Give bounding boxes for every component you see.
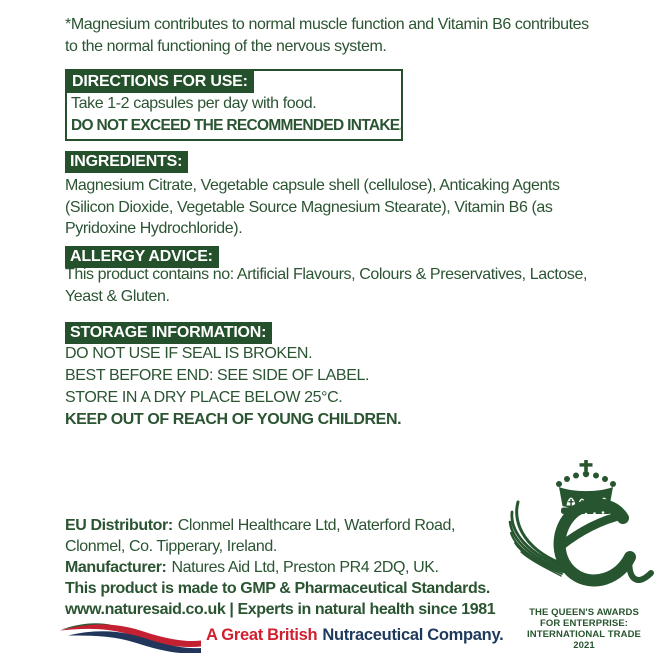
claim-line-1: *Magnesium contributes to normal muscle function and Vitamin B6 contributes bbox=[65, 16, 589, 33]
ingredients-line-2: (Silicon Dioxide, Vegetable Source Magnesium Stearate), Vitamin B6 (as bbox=[65, 198, 553, 216]
company-strapline-highlight: A Great British bbox=[206, 626, 318, 644]
award-caption-line-3: INTERNATIONAL TRADE bbox=[527, 629, 641, 640]
ingredients-line-3: Pyridoxine Hydrochloride). bbox=[65, 220, 243, 237]
company-strapline bbox=[206, 626, 503, 645]
storage-line-children: KEEP OUT OF REACH OF YOUNG CHILDREN. bbox=[65, 411, 402, 428]
ingredients-line-1: Magnesium Citrate, Vegetable capsule shell (cellulose), Anticaking Agents bbox=[65, 177, 560, 194]
eu-distributor-value: Clonmel Healthcare Ltd, Waterford Road, bbox=[177, 517, 456, 534]
award-caption-line-2: FOR ENTERPRISE: bbox=[539, 618, 629, 629]
eu-distributor-line bbox=[65, 515, 495, 536]
manufacturer-line bbox=[65, 557, 495, 578]
directions-warning: DO NOT EXCEED THE RECOMMENDED INTAKE. bbox=[71, 116, 404, 134]
allergy-header: ALLERGY ADVICE: bbox=[65, 246, 219, 268]
storage-line-seal: DO NOT USE IF SEAL IS BROKEN. bbox=[65, 345, 313, 362]
website-line: www.naturesaid.co.uk | Experts in natural health since 1981 bbox=[65, 601, 496, 618]
storage-text bbox=[65, 343, 401, 431]
health-claim bbox=[65, 14, 589, 57]
claim-line-2: to the normal functioning of the nervous system. bbox=[65, 37, 387, 55]
allergy-line-2: Yeast & Gluten. bbox=[65, 287, 170, 305]
great-british-swoosh-icon bbox=[58, 619, 203, 653]
queens-award-emblem-icon bbox=[506, 458, 662, 600]
allergy-text bbox=[65, 264, 587, 307]
manufacturer-value: Natures Aid Ltd, Preston PR4 2DQ, UK. bbox=[171, 559, 439, 576]
award-caption-line-4: 2021 bbox=[573, 640, 595, 651]
gmp-line: This product is made to GMP & Pharmaceutical Standards. bbox=[65, 580, 490, 597]
award-caption-line-1: THE QUEEN'S AWARDS bbox=[529, 607, 639, 618]
distributor-block bbox=[65, 515, 495, 620]
storage-line-best-before: BEST BEFORE END: SEE SIDE OF LABEL. bbox=[65, 367, 370, 384]
queens-award-caption bbox=[506, 607, 662, 651]
manufacturer-label: Manufacturer: bbox=[65, 559, 167, 576]
directions-dose: Take 1-2 capsules per day with food. bbox=[71, 95, 317, 112]
ingredients-header: INGREDIENTS: bbox=[65, 151, 188, 173]
storage-line-dry-place: STORE IN A DRY PLACE BELOW 25°C. bbox=[65, 389, 343, 406]
queens-award-logo bbox=[506, 458, 662, 651]
directions-header: DIRECTIONS FOR USE: bbox=[67, 71, 254, 93]
eu-distributor-line-2: Clonmel, Co. Tipperary, Ireland. bbox=[65, 538, 277, 555]
company-strapline-rest: Nutraceutical Company. bbox=[322, 626, 504, 644]
directions-box bbox=[65, 69, 403, 141]
ingredients-list bbox=[65, 175, 560, 240]
allergy-line-1: This product contains no: Artificial Flavours, Colours & Preservatives, Lactose, bbox=[65, 266, 588, 283]
eu-distributor-label: EU Distributor: bbox=[65, 517, 173, 534]
storage-header: STORAGE INFORMATION: bbox=[65, 322, 272, 344]
